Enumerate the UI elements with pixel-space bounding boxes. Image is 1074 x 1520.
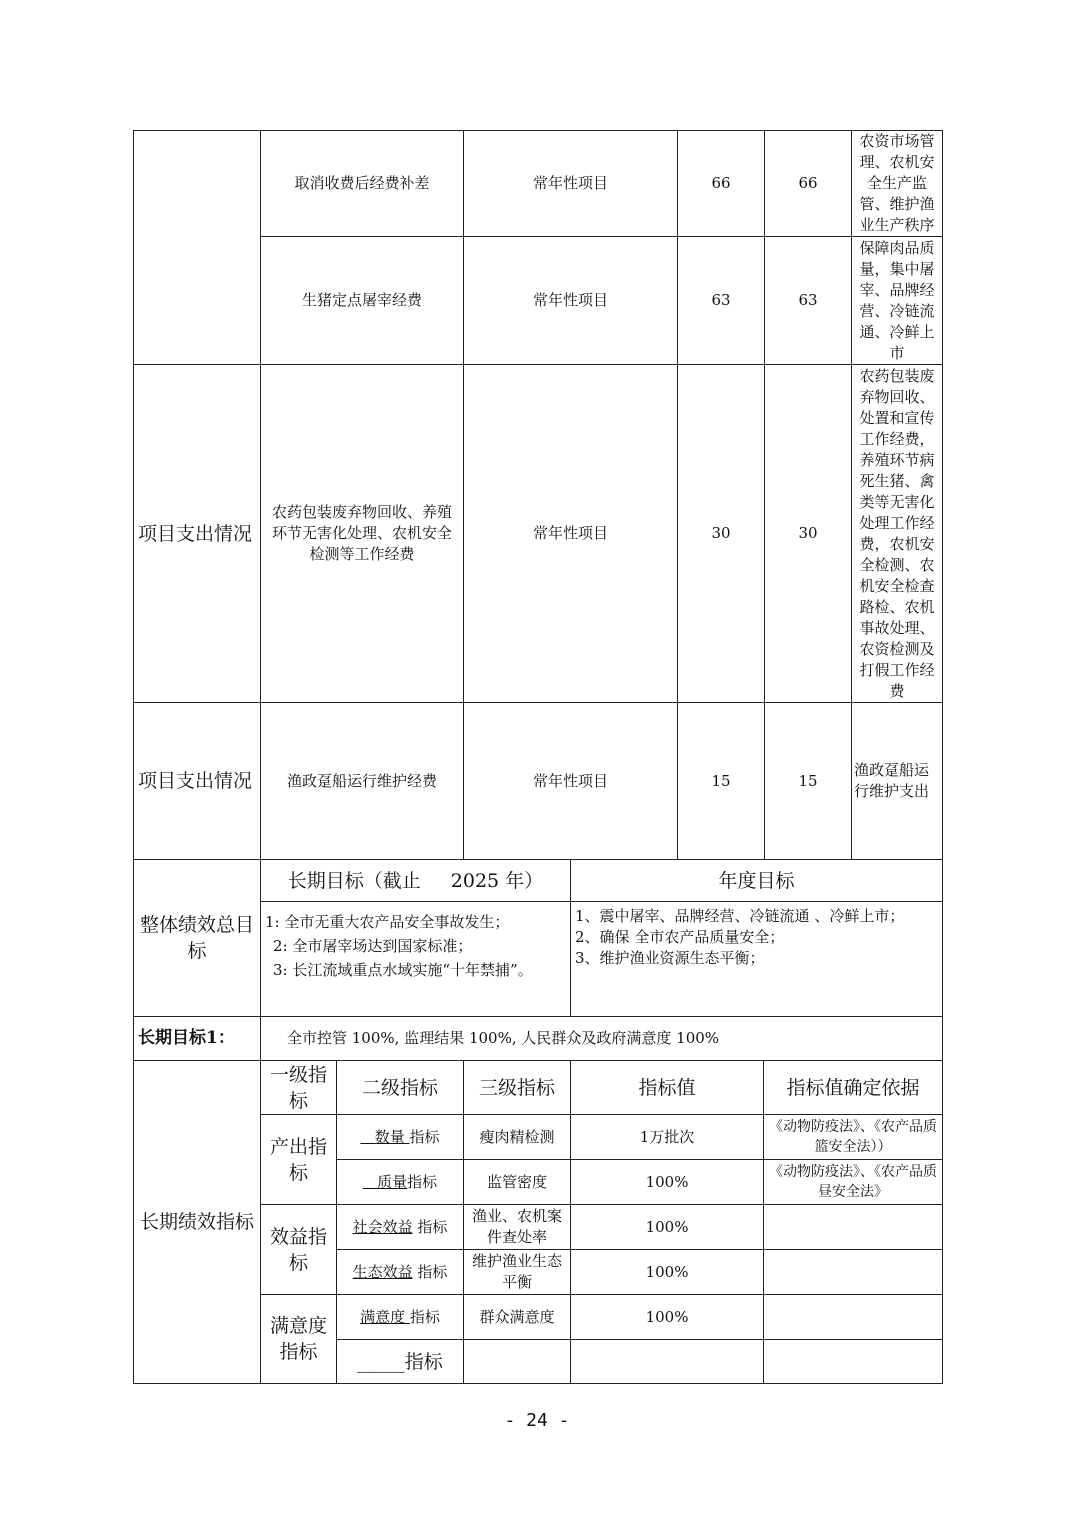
header-value: 指标值 (571, 1061, 764, 1115)
header-level3: 三级指标 (464, 1061, 571, 1115)
expense-category: 项目支出情况 (134, 703, 261, 860)
expense-purpose: 农资市场管理、农机安全生产监管、维护渔业生产秩序 (852, 131, 943, 237)
long-term-header-prefix: 长期目标（截止 (287, 869, 421, 892)
value-cell: 100% (571, 1295, 764, 1340)
header-level1: 一级指标 (261, 1061, 337, 1115)
value-cell (571, 1340, 764, 1384)
level3-cell: 群众满意度 (464, 1295, 571, 1340)
basis-cell: 《动物防疫法》、《农产品质昼安全法》 (764, 1160, 943, 1205)
expense-amount: 63 (765, 237, 852, 365)
expense-row (134, 703, 943, 860)
basis-cell (764, 1250, 943, 1295)
expense-row (134, 131, 943, 237)
level3-cell: 维护渔业生态平衡 (464, 1250, 571, 1295)
level2-suffix: 指标 (409, 1307, 440, 1326)
expense-amount: 15 (765, 703, 852, 860)
level2-underlined: 社会效益 (352, 1217, 413, 1236)
level2-suffix: 指标 (409, 1127, 440, 1146)
level1-cell: 产出指标 (261, 1115, 337, 1205)
expense-table (133, 130, 943, 860)
annual-goals (571, 902, 943, 1017)
long-term-year: 2025 (450, 869, 500, 892)
annual-goal-item: 1、震中屠宰、品牌经营、冷链流通 、冷鲜上市； (575, 907, 905, 925)
expense-purpose: 农药包装废弃物回收、处置和宣传工作经费，养殖环节病死生猪、禽类等无害化处理工作经费，农机安全检测、农机安全检查路检、农机事故处理、农资检测及打假工作经费 (852, 365, 943, 703)
page-number: - 24 - (504, 1410, 570, 1431)
level2-cell (337, 1115, 464, 1160)
goal1-text: 全市控管 100%, 监理结果 100%, 人民群众及政府满意度 100% (261, 1017, 943, 1061)
level2-suffix: 指标 (404, 1350, 443, 1373)
level2-underlined: _____ (357, 1350, 405, 1373)
expense-type: 常年性项目 (464, 365, 678, 703)
value-cell: 100% (571, 1205, 764, 1250)
long-term-header (261, 860, 571, 902)
overall-header-row (134, 860, 943, 902)
level2-suffix: 指标 (407, 1172, 438, 1191)
long-term-goal-item: 3: 长江流域重点水域实施“十年禁捕”。 (273, 961, 533, 979)
goal1-label: 长期目标1： (134, 1017, 261, 1061)
basis-cell (764, 1295, 943, 1340)
level3-cell: 监管密度 (464, 1160, 571, 1205)
expense-purpose: 保障肉品质量，集中屠宰、品牌经营、冷链流通、冷鲜上市 (852, 237, 943, 365)
level2-cell (337, 1160, 464, 1205)
expense-name: 农药包装废弃物回收、养殖环节无害化处理、农机安全检测等工作经费 (261, 365, 464, 703)
basis-cell (764, 1340, 943, 1384)
header-basis: 指标值确定依据 (764, 1061, 943, 1115)
level2-cell (337, 1250, 464, 1295)
expense-name: 渔政趸船运行维护经费 (261, 703, 464, 860)
level3-cell: 瘦肉精检测 (464, 1115, 571, 1160)
level2-underlined: 数量 (374, 1127, 405, 1146)
expense-category: 项目支出情况 (134, 365, 261, 703)
long-term-goals (261, 902, 571, 1017)
expense-row (134, 365, 943, 703)
level2-underlined: 满意度 (360, 1307, 406, 1326)
basis-cell: 《动物防疫法》、《农产品质篮安全法）） (764, 1115, 943, 1160)
level2-suffix: 指标 (417, 1262, 448, 1281)
expense-amount: 66 (765, 131, 852, 237)
annual-header: 年度目标 (571, 860, 943, 902)
value-cell: 100% (571, 1250, 764, 1295)
expense-type: 常年性项目 (464, 703, 678, 860)
level1-cell: 满意度指标 (261, 1295, 337, 1384)
expense-amount: 30 (765, 365, 852, 703)
level2-underlined: 质量 (377, 1172, 408, 1191)
level2-underlined: 生态效益 (352, 1262, 413, 1281)
value-cell: 100% (571, 1160, 764, 1205)
expense-name: 生猪定点屠宰经费 (261, 237, 464, 365)
expense-budget: 66 (678, 131, 765, 237)
level2-cell (337, 1295, 464, 1340)
level1-cell: 效益指标 (261, 1205, 337, 1295)
indicator-header-row (134, 1061, 943, 1115)
basis-cell (764, 1205, 943, 1250)
level2-suffix: 指标 (417, 1217, 448, 1236)
expense-type: 常年性项目 (464, 237, 678, 365)
long-term-header-suffix: 年） (505, 869, 544, 892)
expense-budget: 30 (678, 365, 765, 703)
long-term-goal-item: 1: 全市无重大农产品安全事故发生； (265, 913, 510, 931)
level3-cell: 渔业、农机案件查处率 (464, 1205, 571, 1250)
overall-label: 整体绩效总目标 (134, 860, 261, 1017)
long-term-goal-item: 2: 全市屠宰场达到国家标准； (273, 937, 473, 955)
expense-budget: 15 (678, 703, 765, 860)
level2-cell (337, 1340, 464, 1384)
goal1-row (134, 1017, 943, 1061)
expense-purpose: 渔政趸船运行维护支出 (852, 703, 943, 860)
value-cell: 1万批次 (571, 1115, 764, 1160)
expense-budget: 63 (678, 237, 765, 365)
expense-category (134, 131, 261, 365)
expense-name: 取消收费后经费补差 (261, 131, 464, 237)
indicators-label: 长期绩效指标 (134, 1061, 261, 1384)
annual-goal-item: 2、确保 全市农产品质量安全； (575, 928, 785, 946)
header-level2: 二级指标 (337, 1061, 464, 1115)
level3-cell (464, 1340, 571, 1384)
expense-type: 常年性项目 (464, 131, 678, 237)
indicator-table (133, 859, 943, 1384)
level2-cell (337, 1205, 464, 1250)
annual-goal-item: 3、维护渔业资源生态平衡； (575, 949, 765, 967)
